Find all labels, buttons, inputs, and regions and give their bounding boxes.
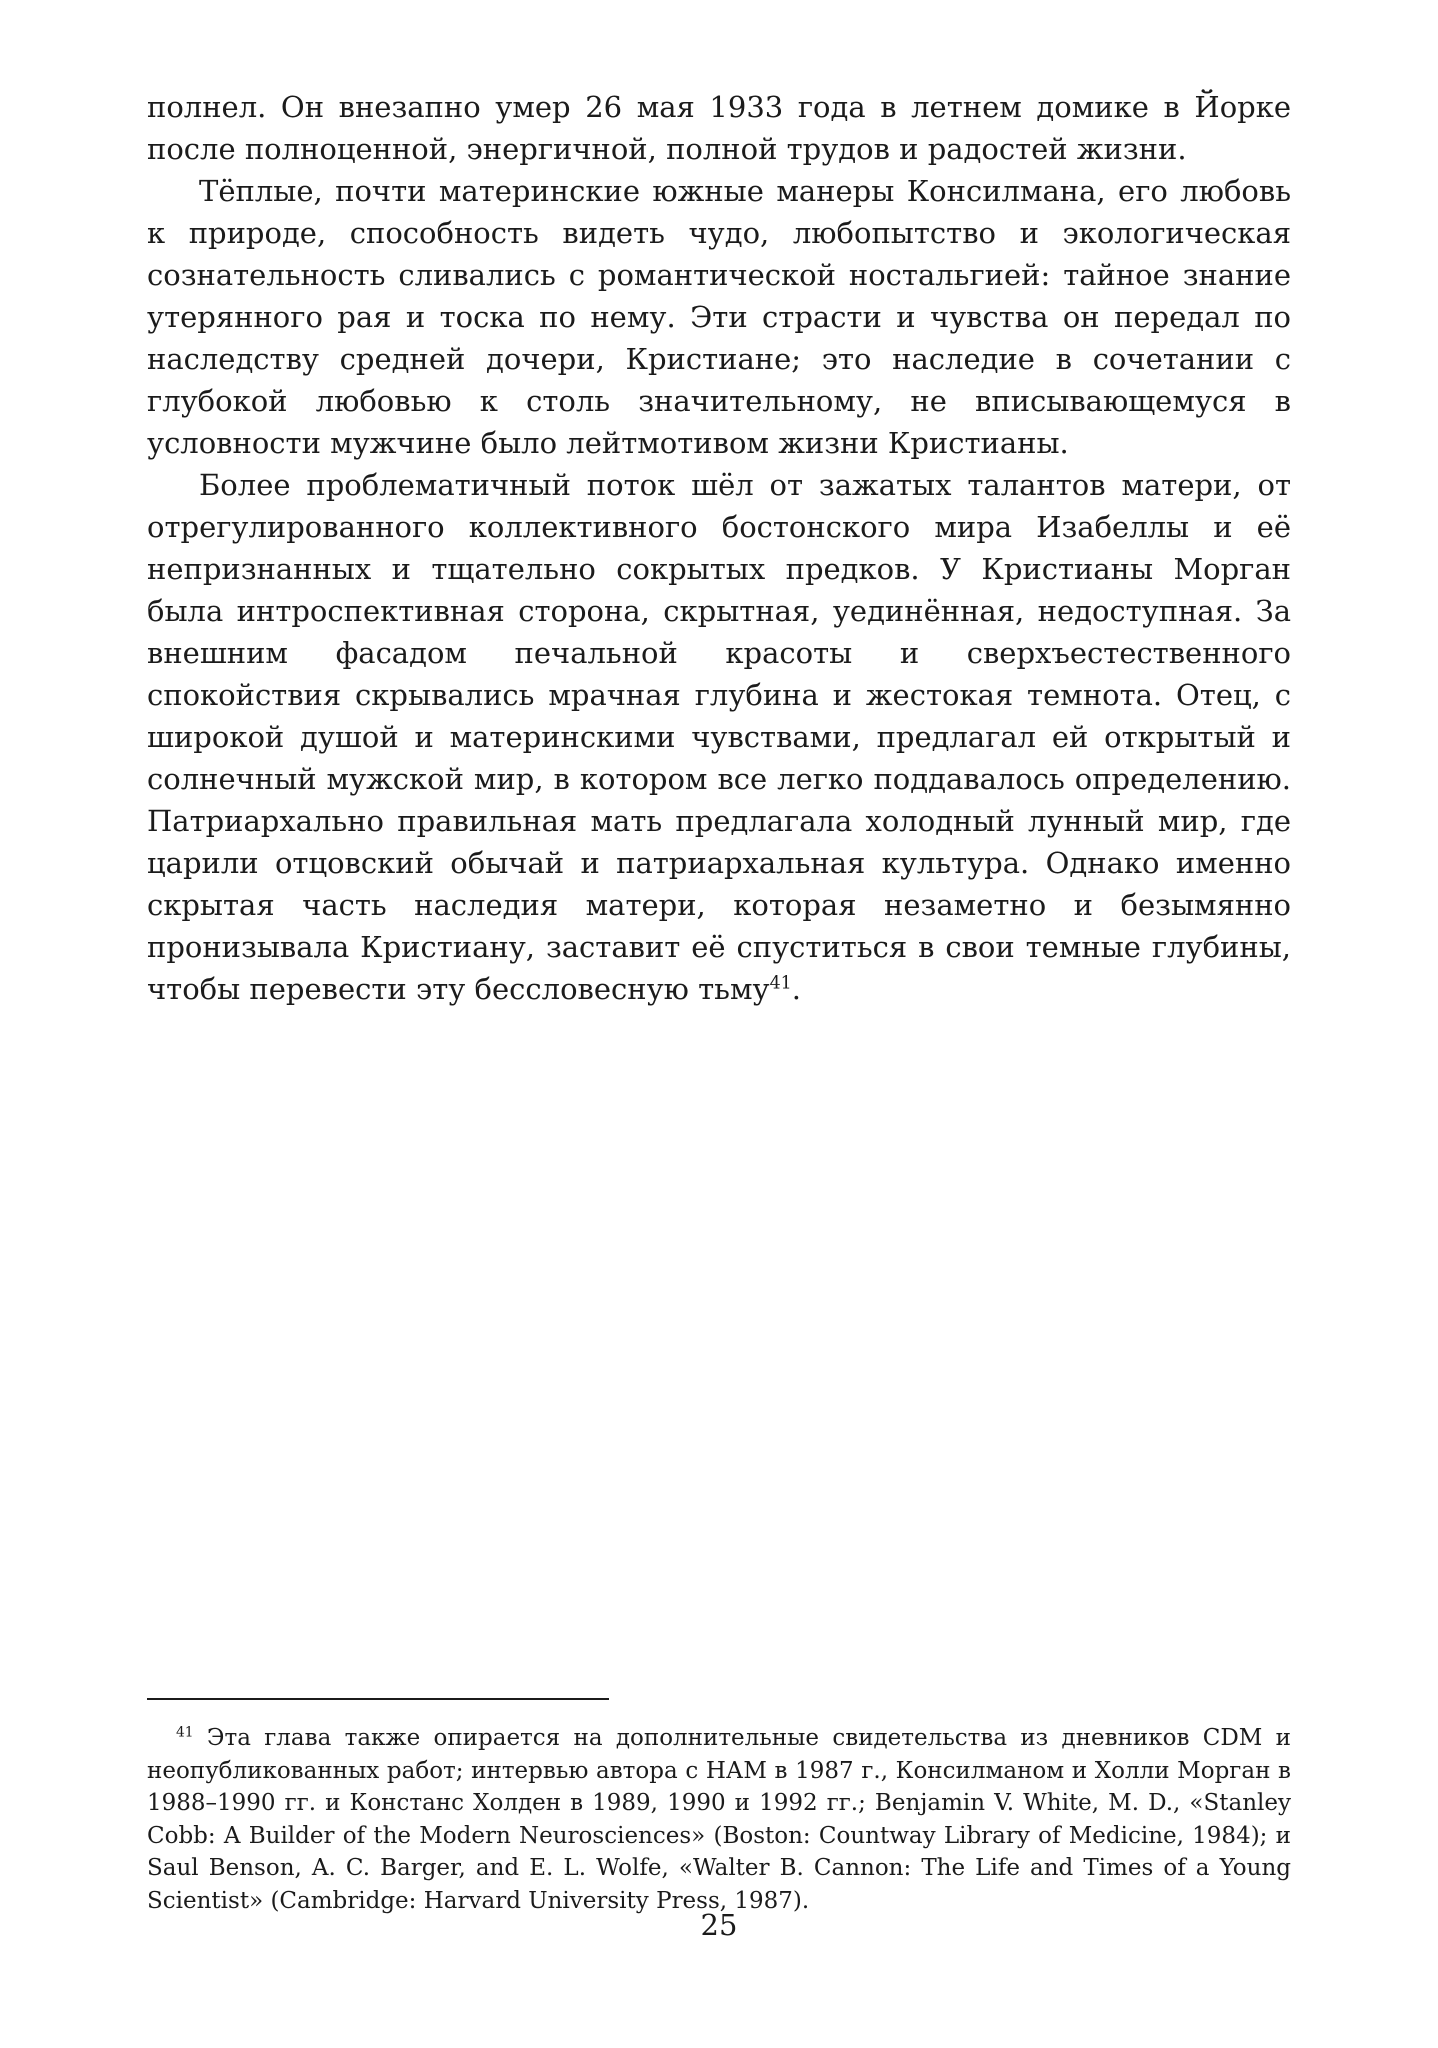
footnote-41 bbox=[147, 1722, 1291, 1917]
paragraph-3-tail: . bbox=[791, 972, 801, 1006]
paragraph-1 bbox=[147, 86, 1291, 170]
paragraph-3 bbox=[147, 464, 1291, 1010]
page-number: 25 bbox=[700, 1908, 738, 1942]
paragraph-2-text: Тёплые, почти материнские южные манеры Консилмана, его любовь к природе, способность видеть чудо, любопытство и экологическая сознательность сливались с романтической ностальгией: тайное знание утерянного рая и тоска по нему. Эти страсти и чувства он передал по наследству средней дочери, Кристиане; это наследие в сочетании с глубокой любовью к столь значительному, не вписывающемуся в условности мужчине было лейтмотивом жизни Кристианы. bbox=[147, 174, 1291, 460]
footnote-reference-41[interactable]: 41 bbox=[769, 973, 792, 994]
footnote-divider bbox=[147, 1698, 609, 1700]
paragraph-3-text: Более проблематичный поток шёл от зажатых талантов матери, от отрегулированного коллективного бостонского мира Изабеллы и её непризнанных и тщательно сокрытых предков. У Кристианы Морган была интроспективная сторона, скрытная, уединённая, недоступная. За внешним фасадом печальной красоты и сверхъестественного спокойствия скрывались мрачная глубина и жестокая темнота. Отец, с широкой душой и материнскими чувствами, предлагал ей открытый и солнечный мужской мир, в котором все легко поддавалось определению. Патриархально правильная мать предлагала холодный лунный мир, где царили отцовский обычай и патриархальная культура. Однако именно скрытая часть наследия матери, которая незаметно и безымянно пронизывала Кристиану, заставит её спуститься в свои темные глубины, чтобы перевести эту бессловесную тьму bbox=[147, 468, 1291, 1006]
footnote-marker: 41 bbox=[176, 1724, 194, 1741]
paragraph-2 bbox=[147, 170, 1291, 464]
footnote-text: Эта глава также опирается на дополнительные свидетельства из дневников CDM и неопубликованных работ; интервью автора с НАМ в 1987 г., Консилманом и Холли Морган в 1988–1990 гг. и Констанс Холден в 1989, 1990 и 1992 гг.; Benjamin V. White, M. D., «Stanley Cobb: A Builder of the Modern Neurosciences» (Boston: Countway Library of Medicine, 1984); и Saul Benson, A. C. Barger, and E. L. Wolfe, «Walter B. Cannon: The Life and Times of a Young Scientist» (Cambridge: Harvard University Press, 1987). bbox=[147, 1725, 1291, 1914]
main-text bbox=[147, 86, 1291, 1010]
paragraph-1-text: полнел. Он внезапно умер 26 мая 1933 года в летнем домике в Йорке после полноценной, энергичной, полной трудов и радостей жизни. bbox=[147, 90, 1291, 166]
